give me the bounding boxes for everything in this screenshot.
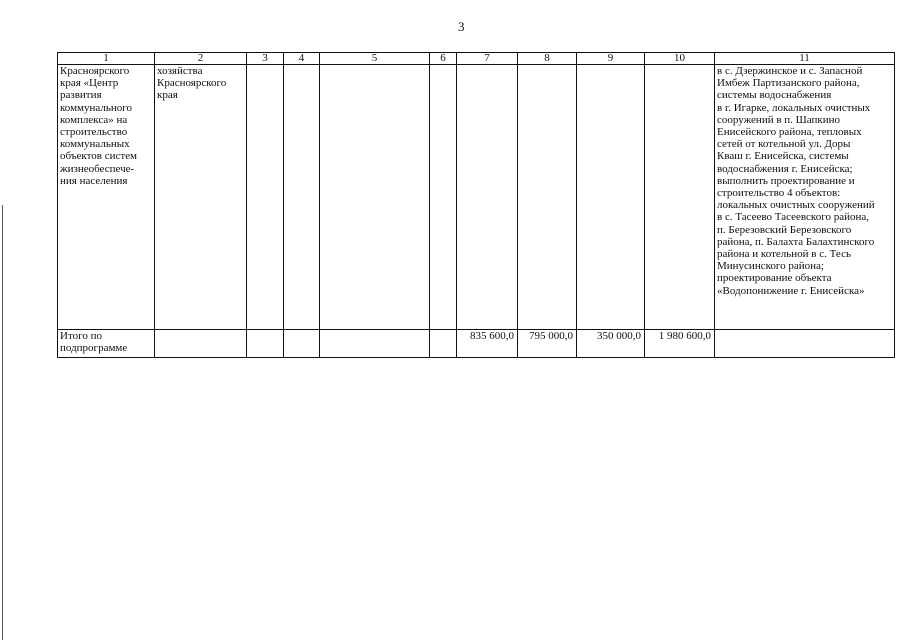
header-cell-1: 1: [58, 53, 155, 65]
total-col5-empty: [320, 330, 430, 358]
header-cell-2: 2: [155, 53, 247, 65]
total-label: Итого по подпрограмме: [58, 330, 155, 358]
header-cell-7: 7: [457, 53, 518, 65]
header-cell-10: 10: [645, 53, 715, 65]
header-cell-3: 3: [247, 53, 284, 65]
row-col3-empty: [247, 65, 284, 330]
header-cell-4: 4: [284, 53, 320, 65]
row-col6-empty: [430, 65, 457, 330]
total-col10-value: 1 980 600,0: [645, 330, 715, 358]
header-cell-11: 11: [715, 53, 895, 65]
page-edge-line: [2, 205, 3, 640]
row-col1-text: Красноярского края «Центр развития коммунального комплекса» на строительство коммунальных объектов систем жизнеобеспече- ния населения: [58, 65, 155, 330]
row-col4-empty: [284, 65, 320, 330]
row-col2-text: хозяйства Красноярского края: [155, 65, 247, 330]
total-col7-value: 835 600,0: [457, 330, 518, 358]
header-cell-8: 8: [518, 53, 577, 65]
row-col5-empty: [320, 65, 430, 330]
header-cell-5: 5: [320, 53, 430, 65]
total-col8-value: 795 000,0: [518, 330, 577, 358]
total-row: [58, 330, 895, 358]
row-col10-empty: [645, 65, 715, 330]
row-col11-text: в с. Дзержинское и с. Запасной Имбеж Партизанского района, системы водоснабжения в г. Игарке, локальных очистных сооружений в п. Шапкино Енисейского района, тепловых сетей от котельной ул. Доры Кваш г. Енисейска, системы водоснабжения г. Енисейска; выполнить проектирование и строительство 4 объектов: локальных очистных сооружений в с. Тасеево Тасеевского района, п. Березовский Березовского района, п. Балахта Балахтинского района и котельной в с. Тесь Минусинского района; проектирование объекта «Водопонижение г. Енисейска»: [715, 65, 895, 330]
total-col9-value: 350 000,0: [577, 330, 645, 358]
subprogram-table: [57, 52, 895, 358]
total-col2-empty: [155, 330, 247, 358]
total-col3-empty: [247, 330, 284, 358]
total-col11-empty: [715, 330, 895, 358]
total-col6-empty: [430, 330, 457, 358]
header-cell-9: 9: [577, 53, 645, 65]
page-number: 3: [458, 19, 465, 34]
table-header-row: [58, 53, 895, 65]
total-col4-empty: [284, 330, 320, 358]
row-col7-empty: [457, 65, 518, 330]
row-col8-empty: [518, 65, 577, 330]
row-col9-empty: [577, 65, 645, 330]
table-row: [58, 65, 895, 330]
header-cell-6: 6: [430, 53, 457, 65]
